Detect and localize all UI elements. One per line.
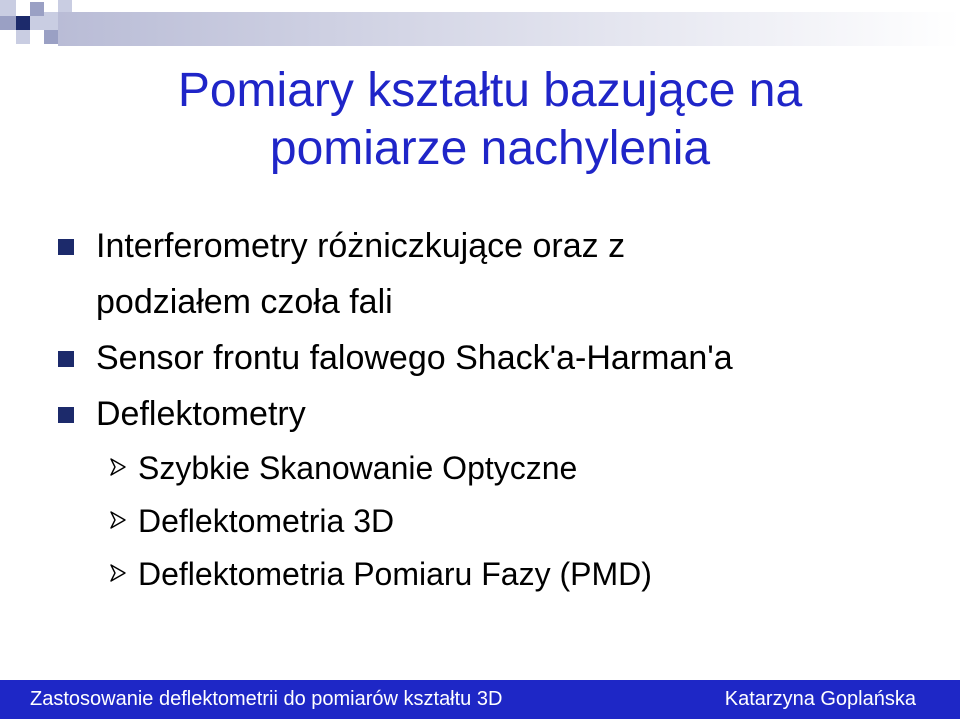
sub-bullet-item xyxy=(58,548,938,601)
bullet-text: Deflektometry xyxy=(96,395,306,433)
bullet-item xyxy=(58,218,938,330)
bullet-item xyxy=(58,386,938,442)
square-bullet-icon xyxy=(58,351,74,367)
bullet-text: Interferometry różniczkujące oraz z xyxy=(96,227,626,265)
square-bullet-icon xyxy=(58,239,74,255)
bullet-text: Sensor frontu falowego Shack'a-Harman'a xyxy=(96,339,733,377)
sub-bullet-text: Deflektometria 3D xyxy=(138,503,395,539)
title-line-1: Pomiary kształtu bazujące na xyxy=(177,64,803,117)
arrow-bullet-icon xyxy=(110,564,126,582)
footer-bar xyxy=(0,680,960,719)
bullet-list xyxy=(58,218,938,601)
bullet-text: podziałem czoła fali xyxy=(96,283,393,321)
sub-bullet-item xyxy=(58,495,938,548)
header-decoration xyxy=(0,0,960,62)
footer-presentation-title: Zastosowanie deflektometrii do pomiarów kształtu 3D xyxy=(30,688,503,710)
title-line-2: pomiarze nachylenia xyxy=(269,122,711,175)
sub-bullet-text: Deflektometria Pomiaru Fazy (PMD) xyxy=(138,556,652,592)
slide-title xyxy=(90,62,890,178)
bullet-item xyxy=(58,330,938,386)
square-bullet-icon xyxy=(58,407,74,423)
sub-bullet-item xyxy=(58,442,938,495)
arrow-bullet-icon xyxy=(110,458,126,476)
sub-bullet-text: Szybkie Skanowanie Optyczne xyxy=(138,450,578,486)
arrow-bullet-icon xyxy=(110,511,126,529)
footer-author: Katarzyna Goplańska xyxy=(724,688,916,710)
